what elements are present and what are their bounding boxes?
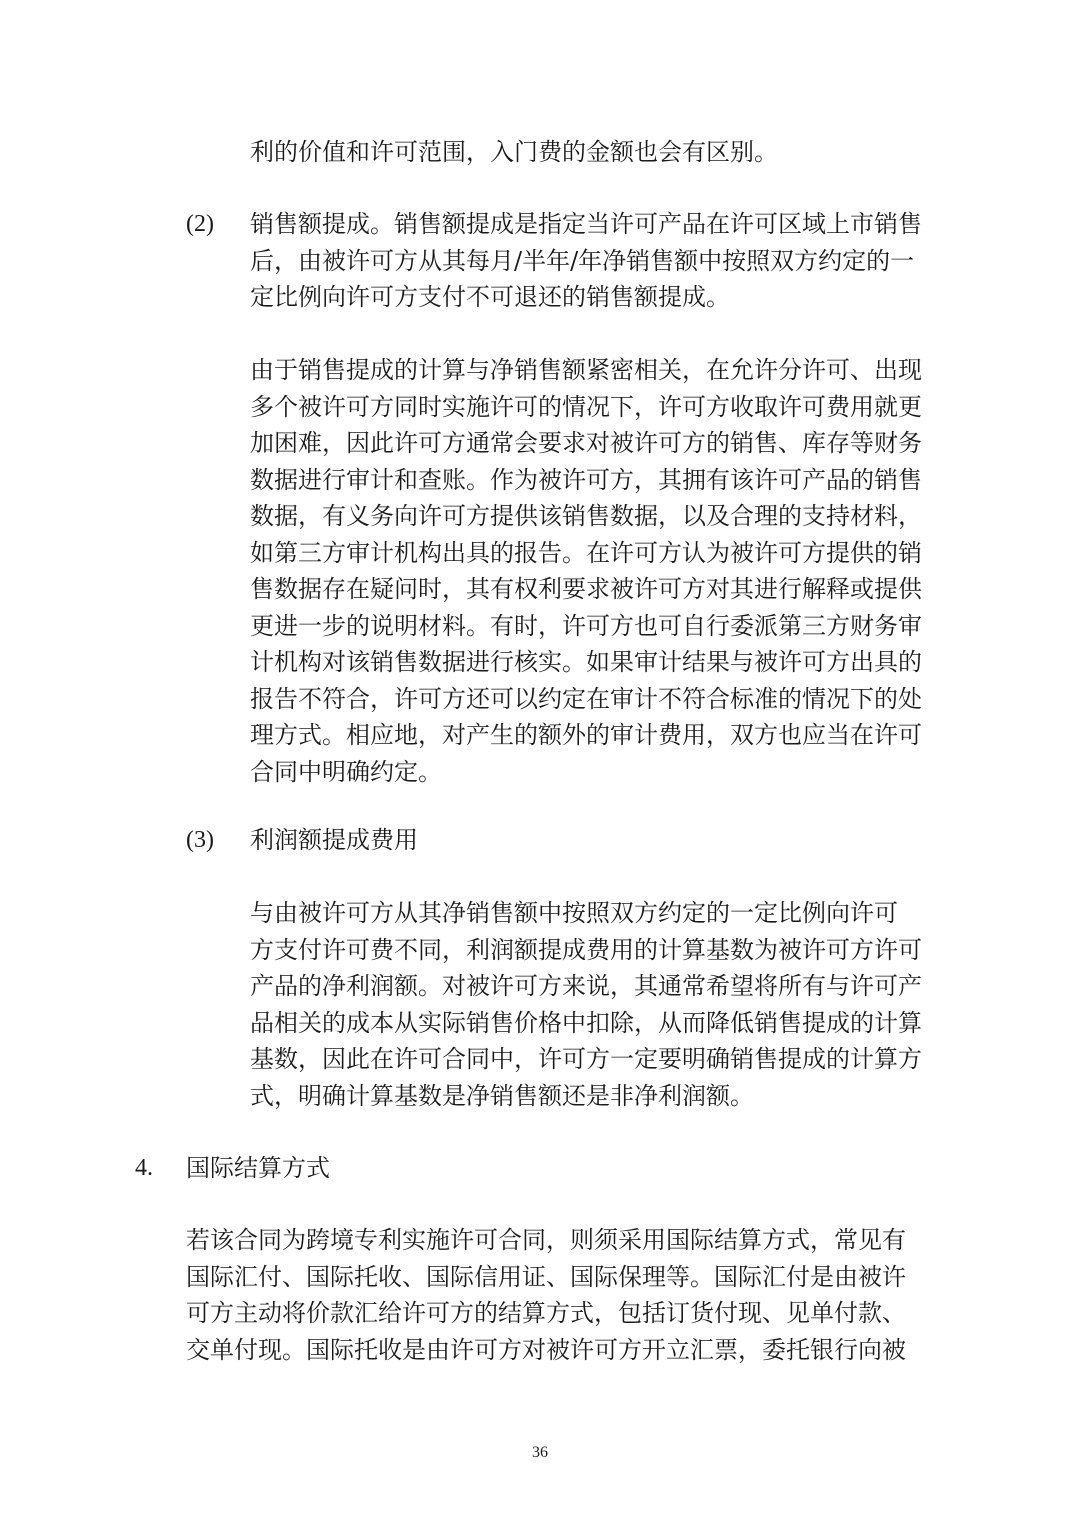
text-line: 利润额提成费用 bbox=[250, 826, 418, 854]
text-line: 报告不符合，许可方还可以约定在审计不符合标准的情况下的处 bbox=[250, 684, 922, 713]
item-number-3: (3) bbox=[186, 827, 214, 853]
text-line: 国际结算方式 bbox=[186, 1154, 330, 1182]
text-line: 售数据存在疑问时，其有权利要求被许可方对其进行解释或提供 bbox=[250, 575, 922, 603]
text-line: 数据进行审计和查账。作为被许可方，其拥有该许可产品的销售 bbox=[250, 465, 922, 494]
text-line: 多个被许可方同时实施许可的情况下，许可方收取许可费用就更 bbox=[250, 392, 922, 421]
item-heading-profit-royalty bbox=[250, 822, 955, 859]
text-line: 合同中明确约定。 bbox=[250, 757, 442, 786]
section-number-4: 4. bbox=[135, 1155, 153, 1181]
text-line: 计机构对该销售数据进行核实。如果审计结果与被许可方出具的 bbox=[250, 648, 922, 676]
text-line: 更进一步的说明材料。有时，许可方也可自行委派第三方财务审 bbox=[250, 611, 922, 640]
text-line: 数据，有义务向许可方提供该销售数据，以及合理的支持材料， bbox=[250, 502, 922, 530]
text-line: 方支付许可费不同，利润额提成费用的计算基数为被许可方许可 bbox=[250, 935, 922, 964]
text-line: 基数，因此在许可合同中，许可方一定要明确销售提成的计算方 bbox=[250, 1045, 922, 1073]
paragraph-entry-fee-end bbox=[250, 134, 960, 171]
text-line: 销售额提成。销售额提成是指定当许可产品在许可区域上市销售 bbox=[250, 210, 922, 238]
text-line: 交单付现。国际托收是由许可方对被许可方开立汇票，委托银行向被 bbox=[186, 1335, 906, 1364]
text-line: 后，由被许可方从其每月/半年/年净销售额中按照双方约定的一 bbox=[250, 246, 915, 275]
text-line: 理方式。相应地，对产生的额外的审计费用，双方也应当在许可 bbox=[250, 721, 922, 749]
text-line: 如第三方审计机构出具的报告。在许可方认为被许可方提供的销 bbox=[250, 538, 922, 567]
text-line: 由于销售提成的计算与净销售额紧密相关，在允许分许可、出现 bbox=[250, 356, 922, 384]
text-line: 定比例向许可方支付不可退还的销售额提成。 bbox=[250, 283, 730, 311]
section-heading-international-settlement bbox=[186, 1150, 956, 1187]
paragraph-sales-royalty bbox=[250, 206, 955, 316]
text-line: 国际汇付、国际托收、国际信用证、国际保理等。国际汇付是由被许 bbox=[186, 1262, 906, 1291]
paragraph-audit bbox=[250, 352, 955, 790]
item-number-2: (2) bbox=[186, 211, 214, 237]
text-line: 与由被许可方从其净销售额中按照双方约定的一定比例向许可 bbox=[250, 899, 898, 927]
paragraph-profit-royalty bbox=[250, 895, 955, 1114]
text-line: 式，明确计算基数是净销售额还是非净利润额。 bbox=[250, 1081, 754, 1110]
text-line: 加困难，因此许可方通常会要求对被许可方的销售、库存等财务 bbox=[250, 429, 922, 457]
page-number: 36 bbox=[532, 1444, 548, 1461]
text-line: 利的价值和许可范围，入门费的金额也会有区别。 bbox=[250, 138, 778, 166]
text-line: 可方主动将价款汇给许可方的结算方式，包括订货付现、见单付款、 bbox=[186, 1299, 906, 1327]
paragraph-international-settlement bbox=[186, 1222, 956, 1368]
text-line: 若该合同为跨境专利实施许可合同，则须采用国际结算方式，常见有 bbox=[186, 1226, 906, 1254]
text-line: 产品的净利润额。对被许可方来说，其通常希望将所有与许可产 bbox=[250, 972, 922, 1000]
text-line: 品相关的成本从实际销售价格中扣除，从而降低销售提成的计算 bbox=[250, 1008, 922, 1037]
